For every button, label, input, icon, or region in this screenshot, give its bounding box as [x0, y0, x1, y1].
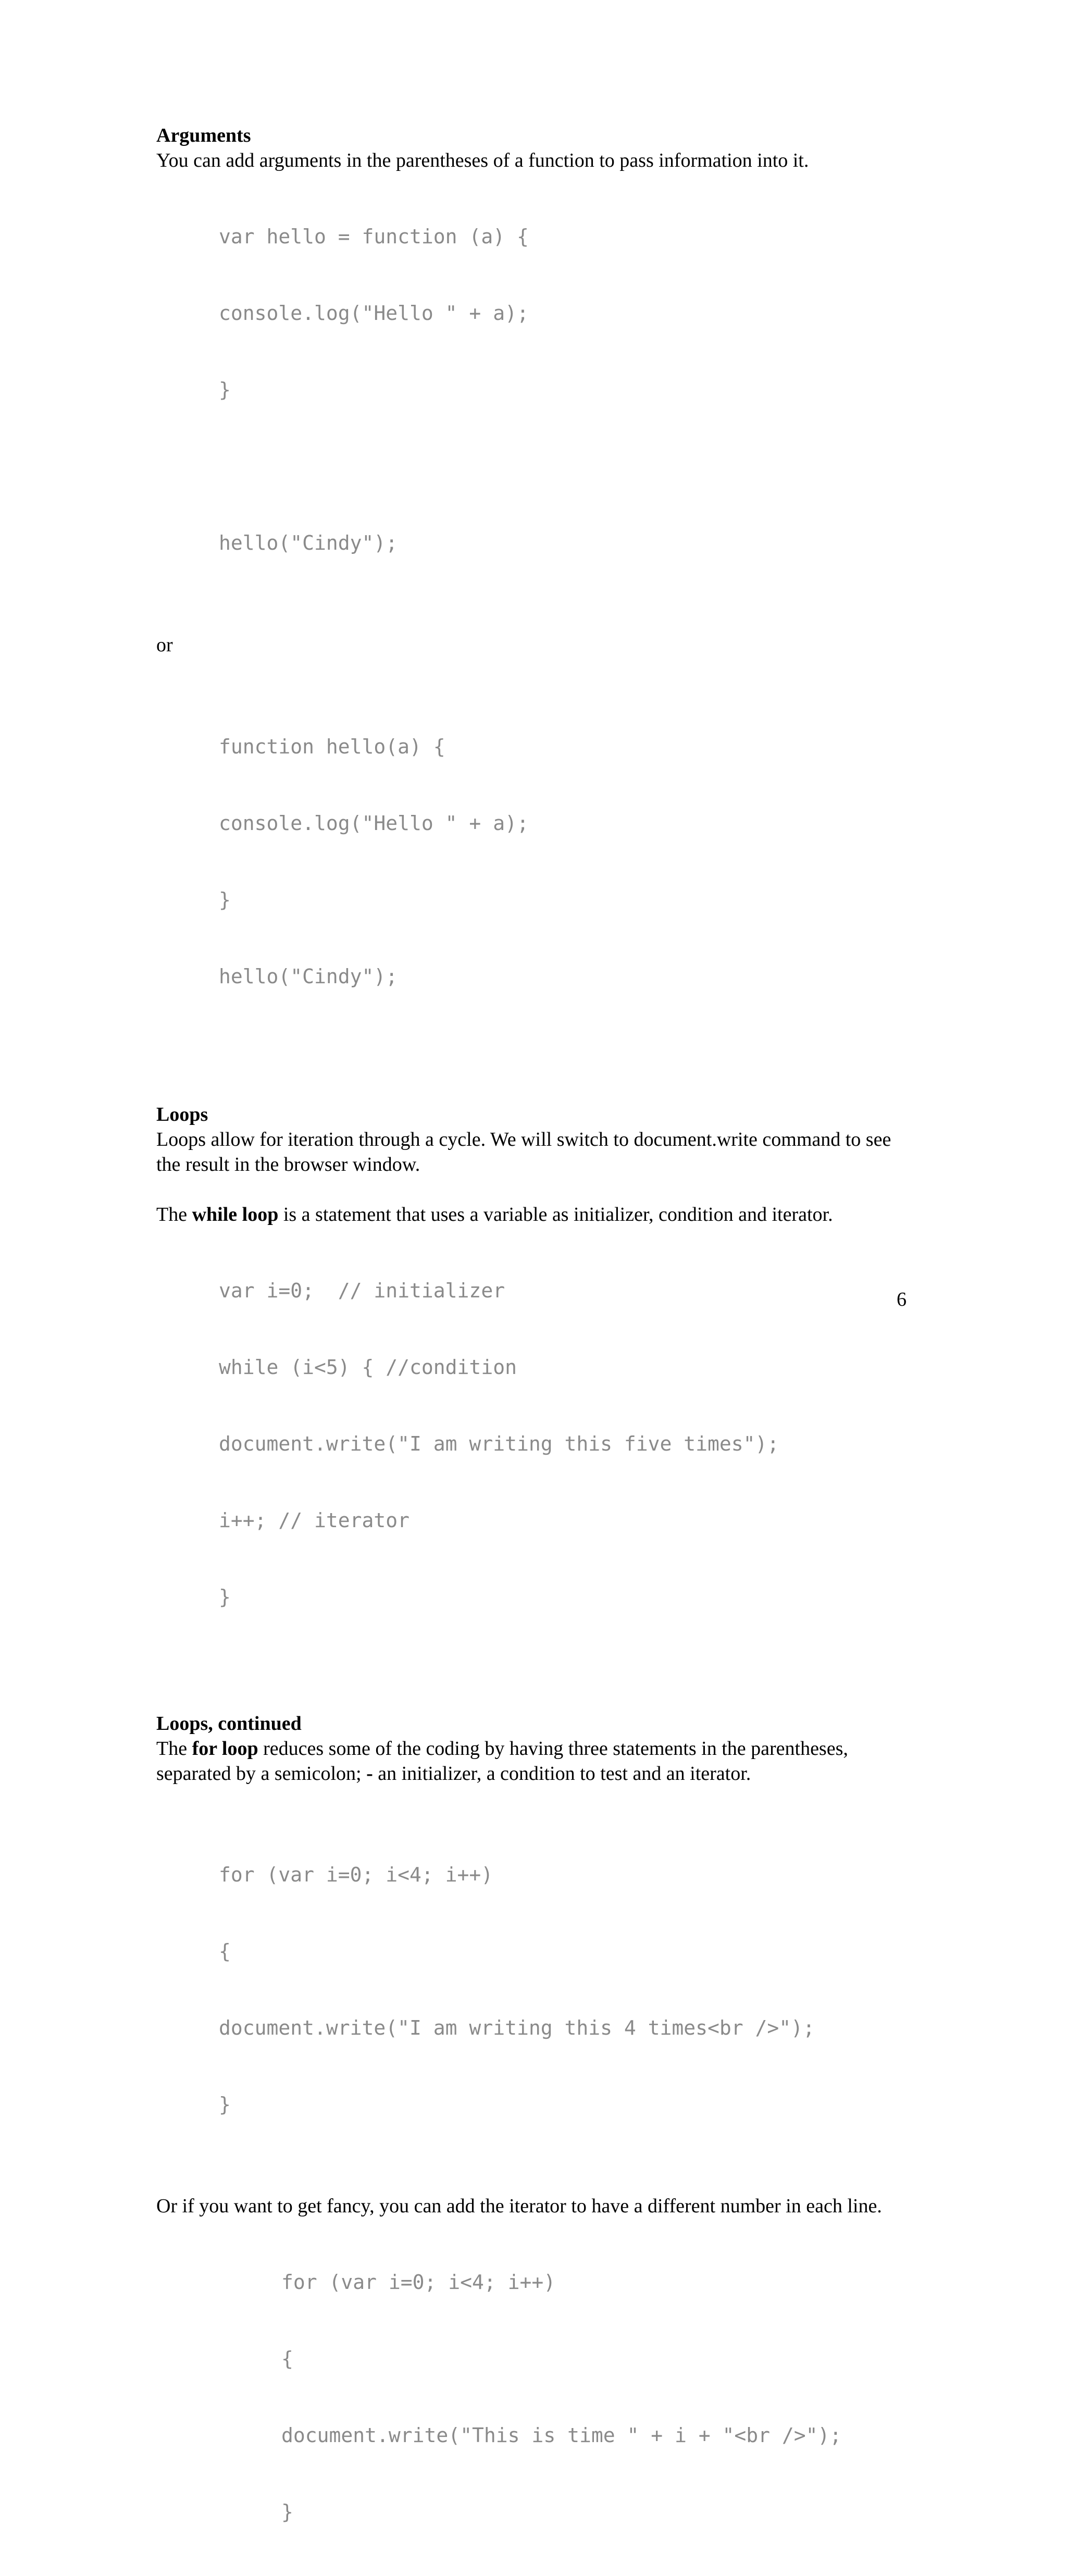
code-line: document.write("I am writing this 4 times<br />"); — [219, 2016, 815, 2039]
spacer — [156, 658, 907, 683]
code-line: hello("Cindy"); — [219, 531, 398, 554]
code-line: } — [281, 2500, 293, 2523]
code-line: for (var i=0; i<4; i++) — [281, 2271, 556, 2294]
for-suffix-1: reduces some of the coding by having three statements in the parentheses, separated by a semicolon; — [156, 1738, 848, 1785]
code-block-for-loop-2 — [156, 2219, 907, 2576]
code-line: } — [219, 378, 231, 401]
spacer — [156, 1661, 907, 1711]
code-line: for (var i=0; i<4; i++) — [219, 1863, 493, 1886]
for-suffix-2: an initializer, a condition to test and an iterator. — [373, 1763, 751, 1785]
code-line: console.log("Hello " + a); — [219, 812, 529, 835]
code-line: { — [281, 2347, 293, 2370]
code-block-arguments-1 — [156, 173, 907, 607]
code-line: } — [219, 2093, 231, 2116]
code-line: document.write("I am writing this five times"); — [219, 1432, 779, 1455]
heading-arguments: Arguments — [156, 125, 251, 146]
spacer — [156, 1786, 907, 1811]
fancy-description: Or if you want to get fancy, you can add the iterator to have a different number in each line. — [156, 2195, 882, 2217]
code-line: { — [219, 1940, 231, 1963]
for-dash: - — [366, 1763, 373, 1785]
code-line: i++; // iterator — [219, 1509, 410, 1532]
while-prefix: The — [156, 1204, 192, 1225]
arguments-intro: You can add arguments in the parentheses of a function to pass information into it. — [156, 150, 809, 171]
code-blank-line — [219, 454, 907, 479]
while-loop-term: while loop — [192, 1204, 279, 1225]
for-loop-description — [156, 1736, 907, 1786]
code-line: } — [219, 888, 231, 911]
or-label: or — [156, 634, 173, 656]
for-prefix: The — [156, 1738, 192, 1760]
loops-intro: Loops allow for iteration through a cycle. We will switch to document.write command to see the result in the browser window. — [156, 1129, 891, 1175]
heading-loops-continued: Loops, continued — [156, 1713, 302, 1735]
code-line: document.write("This is time " + i + "<br />"); — [281, 2424, 842, 2447]
while-loop-description — [156, 1202, 907, 1227]
code-line: hello("Cindy"); — [219, 965, 398, 988]
code-line: function hello(a) { — [219, 735, 445, 758]
for-loop-term: for loop — [192, 1738, 258, 1760]
code-line: var i=0; // initializer — [219, 1279, 505, 1302]
code-block-for-loop-1 — [156, 1811, 907, 2169]
code-block-arguments-2 — [156, 683, 907, 1041]
spacer — [156, 607, 907, 633]
heading-loops: Loops — [156, 1104, 208, 1125]
code-block-while-loop — [156, 1227, 907, 1661]
spacer — [156, 1177, 907, 1202]
code-line: console.log("Hello " + a); — [219, 302, 529, 325]
spacer — [156, 1041, 907, 1102]
code-line: } — [219, 1586, 231, 1608]
while-suffix: is a statement that uses a variable as initializer, condition and iterator. — [278, 1204, 833, 1225]
page-number: 6 — [897, 1289, 907, 1310]
code-line: var hello = function (a) { — [219, 225, 529, 248]
page-content — [156, 123, 907, 2576]
spacer — [156, 2169, 907, 2194]
code-line: while (i<5) { //condition — [219, 1356, 517, 1379]
